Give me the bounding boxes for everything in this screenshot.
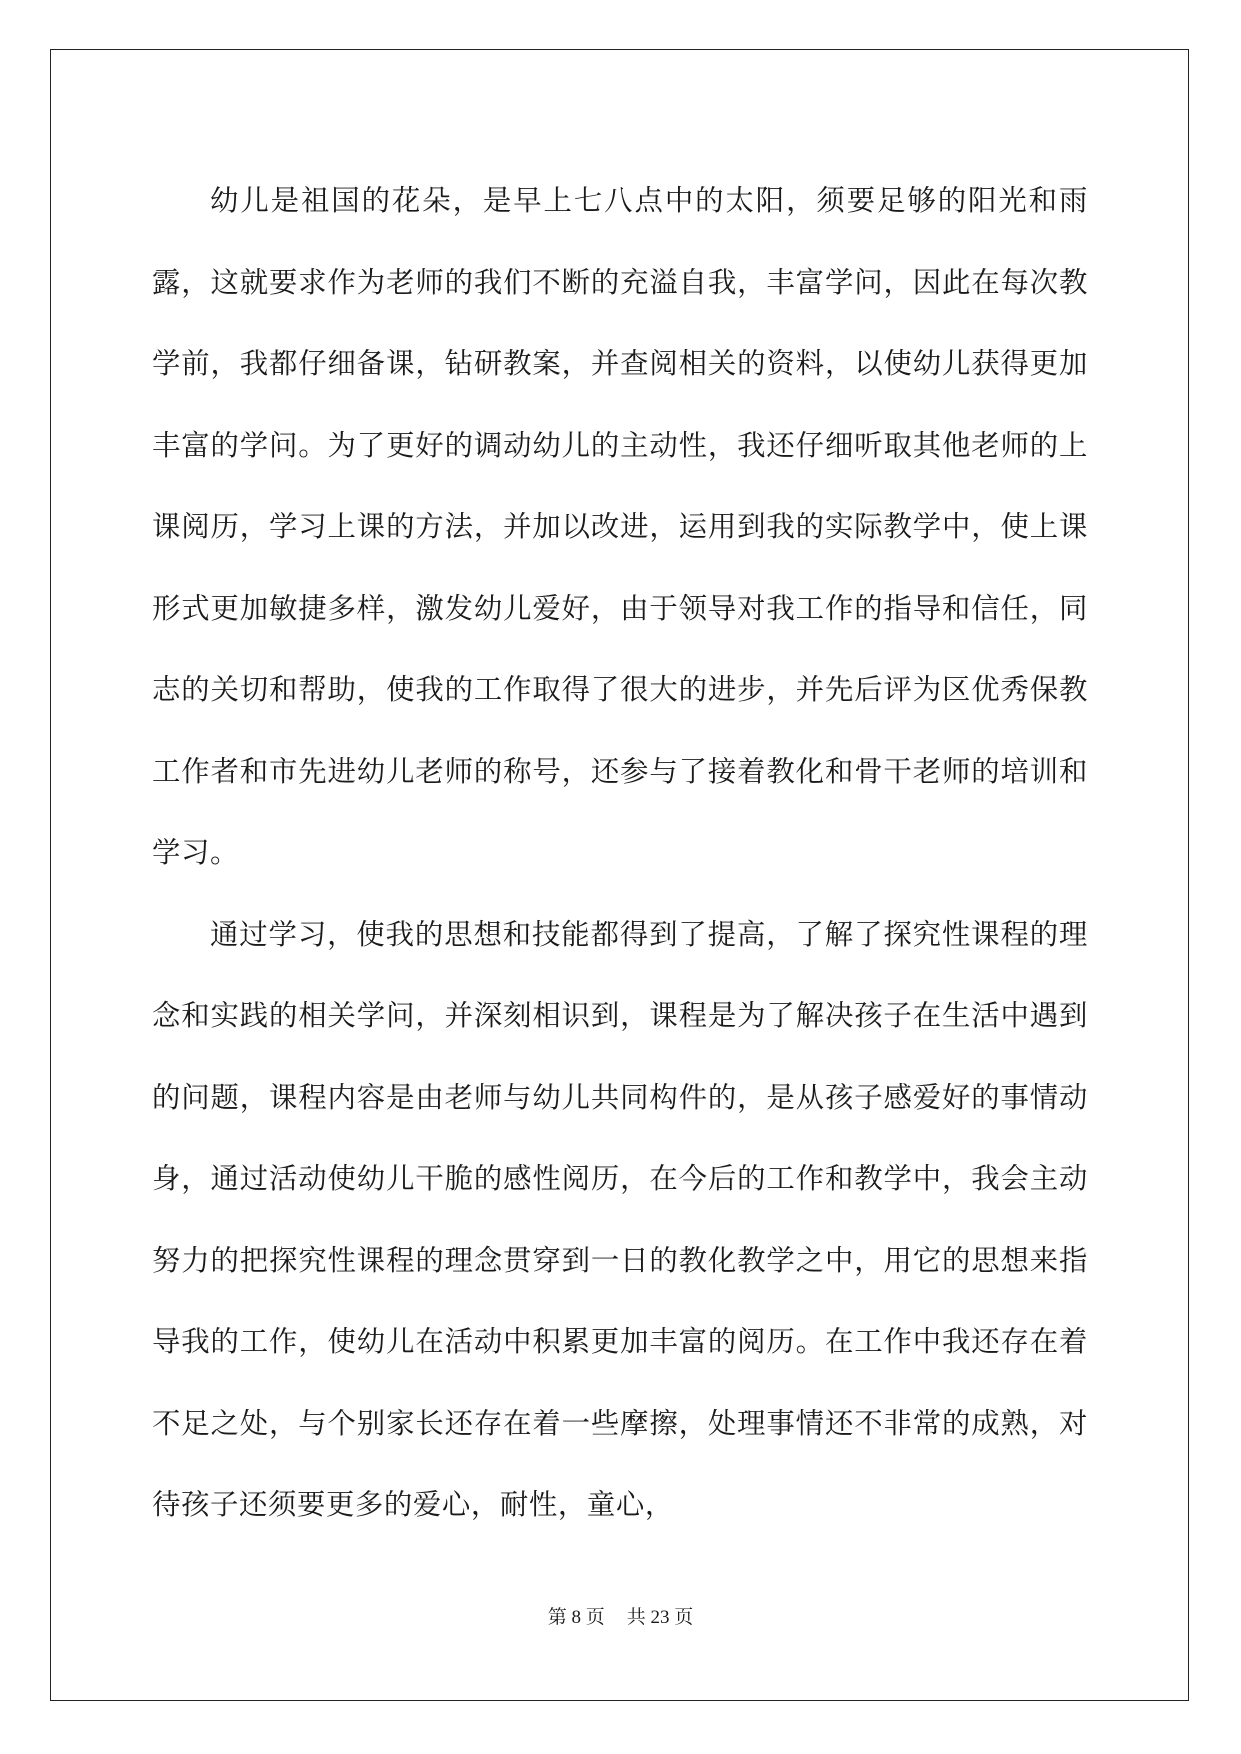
current-page-number: 第 8 页	[547, 1607, 605, 1628]
paragraph-1: 幼儿是祖国的花朵，是早上七八点中的太阳，须要足够的阳光和雨露，这就要求作为老师的我们不断的充溢自我，丰富学问，因此在每次教学前，我都仔细备课，钻研教案，并查阅相关的资料，以使幼儿获得更加丰富的学问。为了更好的调动幼儿的主动性，我还仔细听取其他老师的上课阅历，学习上课的方法，并加以改进，运用到我的实际教学中，使上课形式更加敏捷多样，激发幼儿爱好，由于领导对我工作的指导和信任，同志的关切和帮助，使我的工作取得了很大的进步，并先后评为区优秀保教工作者和市先进幼儿老师的称号，还参与了接着教化和骨干老师的培训和学习。	[152, 184, 1088, 869]
page-footer	[0, 1606, 1241, 1630]
document-body	[152, 160, 1088, 1546]
paragraph-2: 通过学习，使我的思想和技能都得到了提高，了解了探究性课程的理念和实践的相关学问，并深刻相识到，课程是为了解决孩子在生活中遇到的问题，课程内容是由老师与幼儿共同构件的，是从孩子感爱好的事情动身，通过活动使幼儿干脆的感性阅历，在今后的工作和教学中，我会主动努力的把探究性课程的理念贯穿到一日的教化教学之中，用它的思想来指导我的工作，使幼儿在活动中积累更加丰富的阅历。在工作中我还存在着不足之处，与个别家长还存在着一些摩擦，处理事情还不非常的成熟，对待孩子还须要更多的爱心，耐性，童心，	[152, 917, 1088, 1521]
total-page-count: 共 23 页	[626, 1607, 694, 1628]
